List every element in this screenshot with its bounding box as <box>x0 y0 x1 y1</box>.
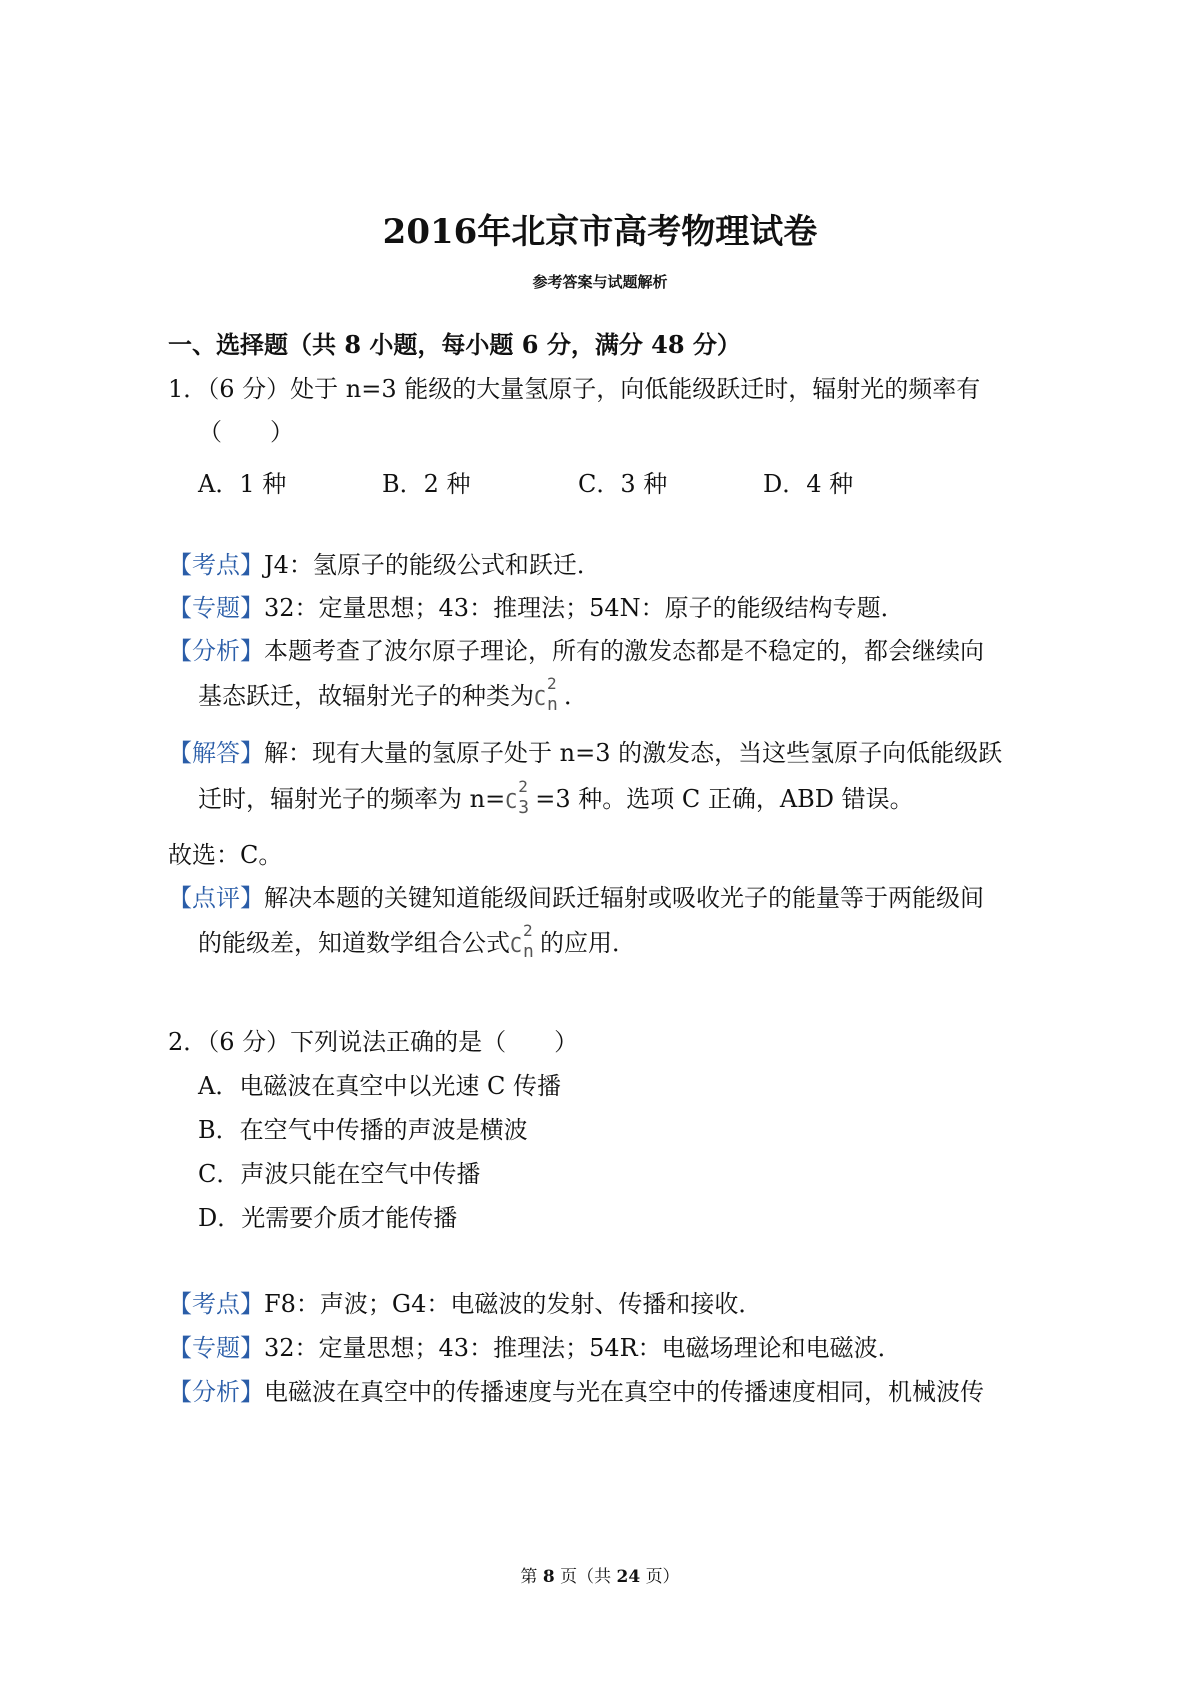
page-number: 8 <box>542 1567 555 1587</box>
q1-kaodian <box>168 553 601 577</box>
kaodian-tag: 【考点】 <box>168 1290 264 1318</box>
q2-stem: 2．（6 分）下列说法正确的是（ ） <box>168 1028 579 1056</box>
footer-middle: 页（共 <box>560 1567 612 1587</box>
dianping-text-2a: 的能级差，知道数学组合公式 <box>198 929 510 957</box>
dianping-text-2b: 的应用． <box>540 929 636 957</box>
kaodian-text: J4：氢原子的能级公式和跃迁． <box>264 551 601 579</box>
combination-formula-image: C 2 n <box>534 674 558 715</box>
q2-kaodian <box>168 1292 762 1316</box>
fenxi-tag: 【分析】 <box>168 1378 264 1406</box>
combination-formula-image: C 2 3 <box>505 777 530 818</box>
kaodian-text: F8：声波；G4：电磁波的发射、传播和接收． <box>264 1290 763 1318</box>
zhuanti-text: 32：定量思想；43：推理法；54N：原子的能级结构专题． <box>264 594 905 622</box>
dianping-tag: 【点评】 <box>168 884 264 912</box>
q2-option-b: B．在空气中传播的声波是横波 <box>198 1116 528 1144</box>
q1-jieda-line2 <box>198 777 914 818</box>
jieda-tag: 【解答】 <box>168 739 264 767</box>
fenxi-tag: 【分析】 <box>168 637 264 665</box>
q1-fenxi-line2 <box>198 674 588 715</box>
q2-fenxi-line1 <box>168 1380 984 1404</box>
q1-dianping-line2 <box>198 921 636 962</box>
q1-blank: （ ） <box>198 418 294 446</box>
total-pages: 24 <box>616 1567 641 1587</box>
jieda-text-2b: =3 种。选项 C 正确，ABD 错误。 <box>535 785 914 813</box>
kaodian-tag: 【考点】 <box>168 551 264 579</box>
jieda-text-2a: 迁时，辐射光子的频率为 n= <box>198 785 506 813</box>
fenxi-text-1: 本题考查了波尔原子理论，所有的激发态都是不稳定的，都会继续向 <box>264 637 984 665</box>
page-subtitle: 参考答案与试题解析 <box>532 273 668 291</box>
q2-option-a: A．电磁波在真空中以光速 C 传播 <box>198 1072 561 1100</box>
q2-option-c: C．声波只能在空气中传播 <box>198 1160 481 1188</box>
section-heading: 一、选择题（共 8 小题，每小题 6 分，满分 48 分） <box>168 330 741 359</box>
q1-dianping-line1 <box>168 886 984 910</box>
zhuanti-text: 32：定量思想；43：推理法；54R：电磁场理论和电磁波． <box>264 1334 902 1362</box>
dianping-text-1: 解决本题的关键知道能级间跃迁辐射或吸收光子的能量等于两能级间 <box>264 884 984 912</box>
jieda-text-1: 解：现有大量的氢原子处于 n=3 的激发态，当这些氢原子向低能级跃 <box>264 739 1003 767</box>
footer-prefix: 第 <box>520 1567 538 1587</box>
q1-fenxi-line1 <box>168 639 984 663</box>
page-title: 2016年北京市高考物理试卷 <box>382 212 818 252</box>
q1-stem: 1．（6 分）处于 n=3 能级的大量氢原子，向低能级跃迁时，辐射光的频率有 <box>168 375 981 403</box>
q2-option-d: D．光需要介质才能传播 <box>198 1204 458 1232</box>
q1-option-d: D．4 种 <box>763 470 854 498</box>
fenxi-text-2b: ． <box>564 682 588 710</box>
q1-option-c: C．3 种 <box>578 470 668 498</box>
q1-zhuanti <box>168 596 905 620</box>
page-footer <box>0 1562 1200 1587</box>
zhuanti-tag: 【专题】 <box>168 1334 264 1362</box>
fenxi-text-2a: 基态跃迁，故辐射光子的种类为 <box>198 682 534 710</box>
zhuanti-tag: 【专题】 <box>168 594 264 622</box>
q1-option-b: B．2 种 <box>382 470 471 498</box>
q1-option-a: A．1 种 <box>198 470 287 498</box>
footer-suffix: 页） <box>645 1567 680 1587</box>
q1-jieda-line1 <box>168 741 1002 765</box>
q1-guxuan: 故选：C。 <box>168 841 283 869</box>
q2-zhuanti <box>168 1336 902 1360</box>
combination-formula-image: C 2 n <box>510 921 534 962</box>
fenxi-text-1: 电磁波在真空中的传播速度与光在真空中的传播速度相同，机械波传 <box>264 1378 984 1406</box>
